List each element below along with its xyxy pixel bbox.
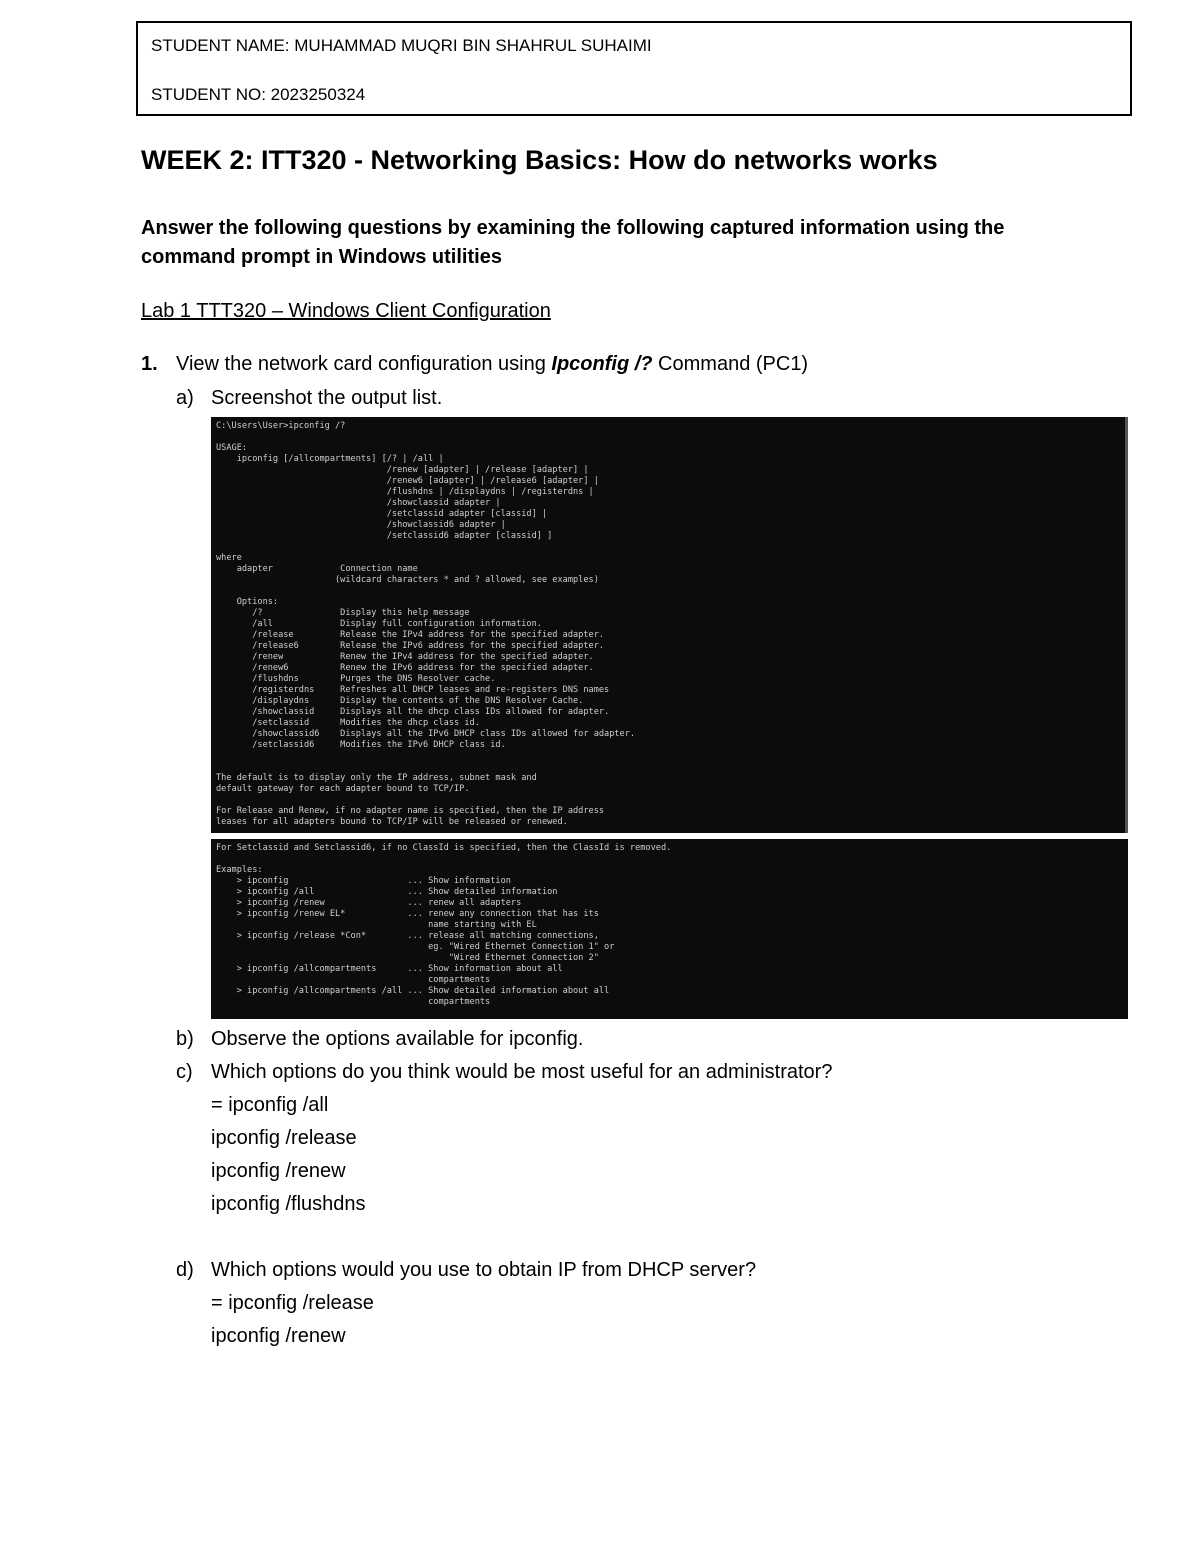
terminal-screenshot-1 [211, 417, 1128, 833]
terminal-output-2: For Setclassid and Setclassid6, if no ClassId is specified, then the ClassId is removed. Examples: > ipconfig ... Show information > ipconfig /all ... Show detailed information > ipconfig /renew ... renew all adapters > ipconfig /renew EL* ... renew any connection that has its name starting with EL > ipconfig /release *Con* ... release all matching connections, eg. "Wired Ethernet Connection 1" or "Wired Ethernet Connection 2" > ipconfig /allcompartments ... Show information about all compartments > ipconfig /allcompartments /all ... Show detailed information about all compartments [216, 843, 672, 1007]
sub-b-letter: b) [176, 1028, 194, 1050]
sub-d-text: Which options would you use to obtain IP from DHCP server? [211, 1259, 757, 1281]
answer-line: ipconfig /flushdns [211, 1193, 366, 1215]
answer-line: = ipconfig /all [211, 1094, 329, 1116]
student-info-box [136, 21, 1132, 116]
answer-line: ipconfig /renew [211, 1325, 346, 1347]
answer-line: = ipconfig /release [211, 1292, 374, 1314]
question-command: Ipconfig /? [551, 353, 653, 375]
intro-text: Answer the following questions by examining the following captured information using the command prompt in Windows utilities [141, 217, 1005, 268]
student-name: STUDENT NAME: MUHAMMAD MUQRI BIN SHAHRUL SUHAIMI [151, 36, 652, 55]
terminal-screenshot-2 [211, 839, 1128, 1019]
lab-heading: Lab 1 TTT320 – Windows Client Configuration [141, 300, 551, 322]
question-text [176, 353, 808, 376]
sub-c-letter: c) [176, 1061, 193, 1083]
terminal-output-1: C:\Users\User>ipconfig /? USAGE: ipconfig [/allcompartments] [/? | /all | /renew [adapter] | /release [adapter] | /renew6 [adapter] | /release6 [adapter] | /flushdns | /displaydns | /registerdns | /showclassid adapter | /setclassid adapter [classid] | /showclassid6 adapter | /setclassid6 adapter [classid] ] where adapter Connection name (wildcard characters * and ? allowed, see examples) Options: /? Display this help message /all Display full configuration information. /release Release the IPv4 address for the specified adapter. /release6 Release the IPv6 address for the specified adapter. /renew Renew the IPv4 address for the specified adapter. /renew6 Renew the IPv6 address for the specified adapter. /flushdns Purges the DNS Resolver cache. /registerdns Refreshes all DHCP leases and re-registers DNS names /displaydns Display the contents of the DNS Resolver Cache. /showclassid Displays all the dhcp class IDs allowed for adapter. /setclassid Modifies the dhcp class id. /showclassid6 Displays all the IPv6 DHCP class IDs allowed for adapter. /setclassid6 Modifies the IPv6 DHCP class id. The default is to display only the IP address, subnet mask and default gateway for each adapter bound to TCP/IP. For Release and Renew, if no adapter name is specified, then the IP address leases for all adapters bound to TCP/IP will be released or renewed. [216, 421, 636, 827]
question-text-before: View the network card configuration using [176, 353, 552, 375]
answer-line: ipconfig /renew [211, 1160, 346, 1182]
sub-b-text: Observe the options available for ipconfig. [211, 1028, 584, 1050]
student-number: STUDENT NO: 2023250324 [151, 85, 366, 104]
question-text-after: Command (PC1) [652, 353, 809, 375]
question-number: 1. [141, 353, 158, 375]
answer-line: ipconfig /release [211, 1127, 357, 1149]
page-title: WEEK 2: ITT320 - Networking Basics: How do networks works [141, 145, 938, 175]
sub-c-text: Which options do you think would be most useful for an administrator? [211, 1061, 833, 1083]
sub-a-letter: a) [176, 387, 194, 409]
sub-a-text: Screenshot the output list. [211, 387, 443, 409]
sub-d-letter: d) [176, 1259, 194, 1281]
